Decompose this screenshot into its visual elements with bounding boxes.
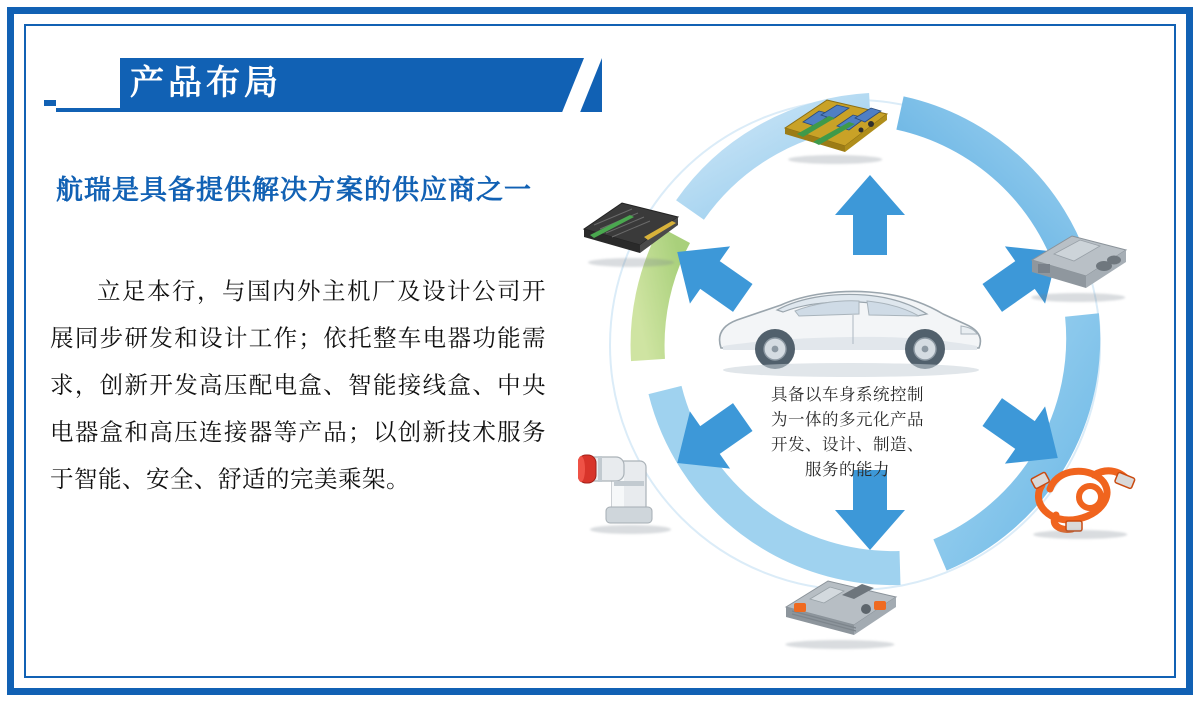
product-relay-control-board-green-pcb xyxy=(775,80,895,160)
title-banner xyxy=(56,58,602,112)
product-high-voltage-power-distribution-unit xyxy=(770,565,910,645)
center-car-illustration xyxy=(703,270,993,380)
center-caption-line: 开发、设计、制造、 xyxy=(771,435,924,454)
center-caption-line: 为一体的多元化产品 xyxy=(771,410,924,429)
center-caption-line: 具备以车身系统控制 xyxy=(771,385,924,404)
product-red-white-high-voltage-connector xyxy=(578,435,683,530)
product-shadow xyxy=(590,525,672,534)
product-shadow xyxy=(1033,530,1127,539)
product-shadow xyxy=(1031,293,1125,302)
center-caption xyxy=(715,382,980,482)
page-title: 产品布局 xyxy=(130,63,282,103)
headline: 航瑞是具备提供解决方案的供应商之一 xyxy=(56,175,532,206)
product-grey-metal-junction-box xyxy=(1018,220,1138,298)
body-paragraph: 立足本行，与国内外主机厂及设计公司开展同步研发和设计工作；依托整车电器功能需求，创新开发高压配电盒、智能接线盒、中央电器盒和高压连接器等产品；以创新技术服务于智能、安全、舒适的完美乘架。 xyxy=(50,277,546,493)
title-left-spacer xyxy=(56,58,120,108)
product-electronic-control-module-black xyxy=(576,185,686,263)
title-bar-tail xyxy=(56,108,602,112)
product-shadow xyxy=(588,258,674,267)
center-caption-line: 服务的能力 xyxy=(805,460,890,479)
product-orange-high-voltage-wiring-harness xyxy=(1020,445,1140,535)
product-shadow xyxy=(788,155,882,164)
product-layout-diagram xyxy=(570,60,1170,660)
product-shadow xyxy=(785,640,894,649)
